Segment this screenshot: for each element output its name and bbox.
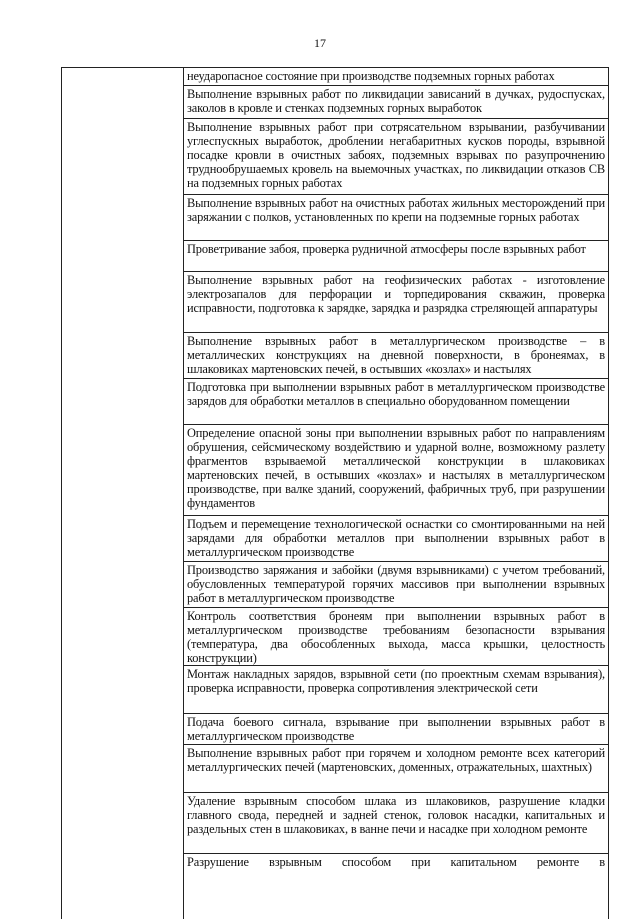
table-row — [184, 516, 608, 562]
row-text: Подготовка при выполнении взрывных работ в металлургическом производстве зарядов для обработки металлов в специально оборудованном помещении — [187, 380, 605, 408]
row-text: Производство заряжания и забойки (двумя взрывниками) с учетом требований, обусловленных температурой горячих массивов при выполнении взрывных работ в металлургическом производстве — [187, 563, 605, 605]
table-row — [184, 854, 608, 872]
page-number: 17 — [314, 36, 326, 50]
row-text: Разрушение взрывным способом при капитальном ремонте в — [187, 855, 605, 869]
table-row — [184, 241, 608, 272]
table-left-column — [62, 68, 184, 919]
row-text: Выполнение взрывных работ на геофизических работах - изготовление электрозапалов для перфорации и торпедирования скважин, проверка исправности, подготовка к зарядке, зарядка и разрядка стреляющей аппаратуры — [187, 273, 605, 315]
table-row — [184, 666, 608, 714]
table-row — [184, 793, 608, 854]
table-row — [184, 745, 608, 793]
row-text: Выполнение взрывных работ на очистных работах жильных месторождений при заряжании с полков, установленных по крепи на подземные горных работах — [187, 196, 605, 224]
row-text: Выполнение взрывных работ при сотрясательном взрывании, разбучивании углеспускных выработок, дроблении негабаритных кусков породы, взрывной посадке кровли в очистных забоях, подземных взрывах по разупрочнению труднообрушаемых кровель на выемочных участках, по ликвидации отказов СВ на подземных горных работах — [187, 120, 605, 190]
row-text: Удаление взрывным способом шлака из шлаковиков, разрушение кладки главного свода, передней и задней стенок, головок насадки, капитальных и раздельных стен в шлаковиках, в ванне печи и насадке при холодном ремонте — [187, 794, 605, 836]
table-row — [184, 425, 608, 516]
table-row — [184, 379, 608, 425]
table-row — [184, 608, 608, 666]
row-text: Выполнение взрывных работ по ликвидации зависаний в дучках, рудоспусках, заколов в кровле и стенках подземных горных выработок — [187, 87, 605, 115]
table-row — [184, 119, 608, 195]
table-row — [184, 272, 608, 333]
table-row — [184, 562, 608, 608]
table-row — [184, 714, 608, 745]
table-row — [184, 86, 608, 119]
table-row — [184, 68, 608, 86]
row-text: Монтаж накладных зарядов, взрывной сети (по проектным схемам взрывания), проверка исправности, проверка сопротивления электрической сети — [187, 667, 605, 695]
row-text: Контроль соответствия бронеям при выполнении взрывных работ в металлургическом производстве требованиям безопасности взрывания (температура, два обособленных выхода, масса крышки, целостность конструкции) — [187, 609, 605, 665]
activities-table — [61, 67, 609, 919]
row-text: Определение опасной зоны при выполнении взрывных работ по направлениям обрушения, сейсмическому воздействию и ударной волне, возможному разлету фрагментов взрываемой металлической конструкции в шлаковиках мартеновских печей, в остывших «козлах» и настылях в металлургическом производстве, при валке зданий, сооружений, фабричных труб, при разрушении фундаментов — [187, 426, 605, 510]
table-row — [184, 195, 608, 241]
row-text: Выполнение взрывных работ при горячем и холодном ремонте всех категорий металлургических печей (мартеновских, доменных, отражательных, шахтных) — [187, 746, 605, 774]
table-row — [184, 333, 608, 379]
row-text: Проветривание забоя, проверка рудничной атмосферы после взрывных работ — [187, 242, 586, 256]
row-text: Подача боевого сигнала, взрывание при выполнении взрывных работ в металлургическом производстве — [187, 715, 605, 743]
row-text: Подъем и перемещение технологической оснастки со смонтированными на ней зарядами для обработки металлов при выполнении взрывных работ в металлургическом производстве — [187, 517, 605, 559]
row-text: Выполнение взрывных работ в металлургическом производстве – в металлических конструкциях на дневной поверхности, в бронеямах, в шлаковиках мартеновских печей, в остывших «козлах» и настылях — [187, 334, 605, 376]
row-text: неударопасное состояние при производстве подземных горных работах — [187, 69, 555, 83]
table-right-column — [184, 68, 608, 872]
